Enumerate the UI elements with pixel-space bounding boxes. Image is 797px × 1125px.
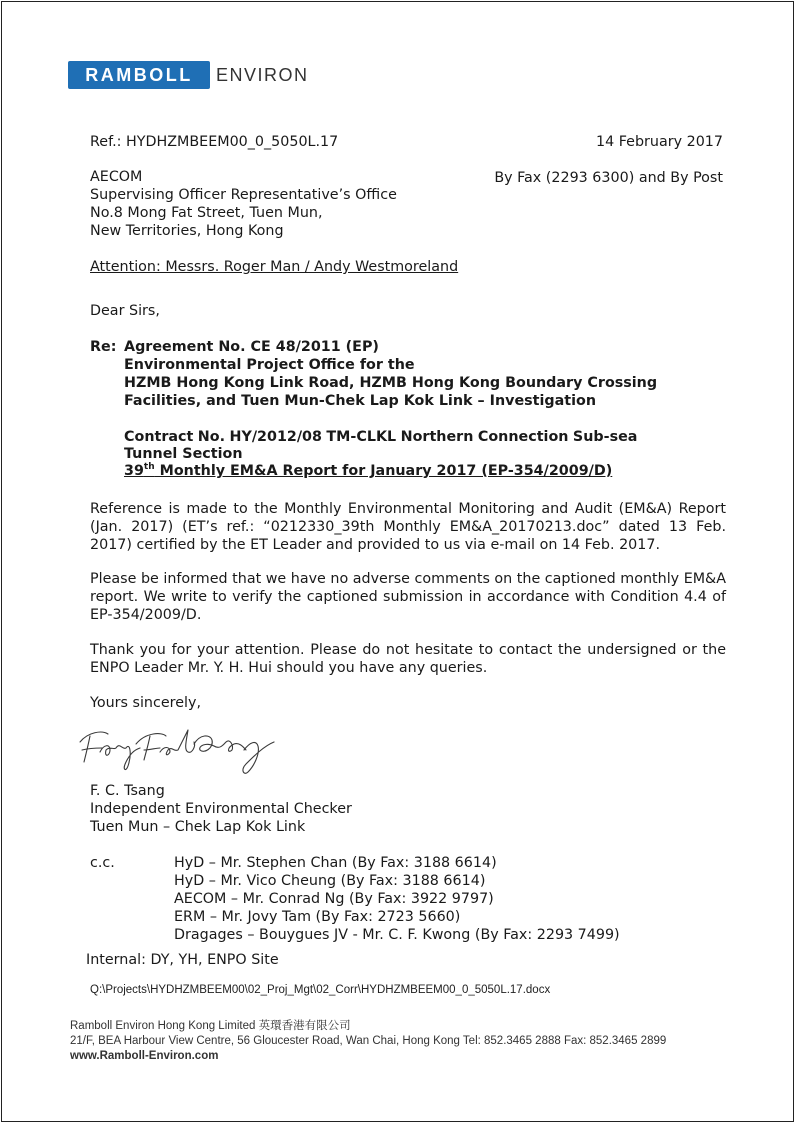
subject-block [124,338,657,410]
company-footer [70,1019,666,1064]
report-number: 39 [124,463,144,479]
handwritten-signature [74,720,284,782]
signatory-name: F. C. Tsang [90,783,165,799]
internal-distribution: Internal: DY, YH, ENPO Site [86,952,279,968]
reference-number: Ref.: HYDHZMBEEM00_0_5050L.17 [90,134,339,150]
salutation: Dear Sirs, [90,303,160,319]
cc-list [174,854,620,944]
report-title-text: Monthly EM&A Report for January 2017 (EP-354/2009/D) [154,463,613,479]
attention-line: Attention: Messrs. Roger Man / Andy Westmoreland [90,259,459,275]
subject-line: Facilities, and Tuen Mun-Chek Lap Kok Link – Investigation [124,393,596,409]
cc-label: c.c. [90,855,115,871]
recipient-line: Supervising Officer Representative’s Office [90,187,397,203]
signatory-project: Tuen Mun – Chek Lap Kok Link [90,819,306,835]
footer-website: www.Ramboll-Environ.com [70,1050,219,1062]
cc-entry: HyD – Mr. Vico Cheung (By Fax: 3188 6614) [174,873,486,889]
closing: Yours sincerely, [90,695,201,711]
subject-line: Environmental Project Office for the [124,357,415,373]
report-title [124,462,612,480]
recipient-line: No.8 Mong Fat Street, Tuen Mun, [90,205,323,221]
cc-entry: AECOM – Mr. Conrad Ng (By Fax: 3922 9797) [174,891,494,907]
file-path: Q:\Projects\HYDHZMBEEM00\02_Proj_Mgt\02_Corr\HYDHZMBEEM00_0_5050L.17.docx [90,984,551,996]
footer-address: 21/F, BEA Harbour View Centre, 56 Gloucester Road, Wan Chai, Hong Kong Tel: 852.3465 2888 Fax: 852.3465 2899 [70,1035,667,1047]
ramboll-logo: RAMBOLL [68,61,210,89]
re-label: Re: [90,339,117,355]
subject-line: Agreement No. CE 48/2011 (EP) [124,339,379,355]
cc-entry: ERM – Mr. Jovy Tam (By Fax: 2723 5660) [174,909,461,925]
contract-line: Contract No. HY/2012/08 TM-CLKL Northern Connection Sub-sea [124,429,638,445]
contract-line-2: Tunnel Section [124,446,243,462]
cc-entry: HyD – Mr. Stephen Chan (By Fax: 3188 6614) [174,855,497,871]
cc-entry: Dragages – Bouygues JV - Mr. C. F. Kwong (By Fax: 2293 7499) [174,927,620,943]
subject-line: HZMB Hong Kong Link Road, HZMB Hong Kong Boundary Crossing [124,375,658,391]
signatory-block [90,782,352,836]
report-number-suffix: th [143,462,155,473]
recipient-line: New Territories, Hong Kong [90,223,284,239]
body-paragraph-2: Please be informed that we have no adverse comments on the captioned monthly EM&A report. We write to verify the captioned submission in accordance with Condition 4.4 of EP-354/2009/D. [90,571,726,623]
letter-page [1,1,794,1122]
body-paragraph-3: Thank you for your attention. Please do not hesitate to contact the undersigned or the ENPO Leader Mr. Y. H. Hui should you have any queries. [90,642,726,676]
delivery-method: By Fax (2293 6300) and By Post [494,170,723,186]
environ-logo-text: ENVIRON [216,65,309,85]
signatory-title: Independent Environmental Checker [90,801,352,817]
body-paragraph-1: Reference is made to the Monthly Environmental Monitoring and Audit (EM&A) Report (Jan. 2017) (ET’s ref.: “0212330_39th Monthly EM&A_20170213.doc” dated 13 Feb. 2017) certified by the ET Leader and provided to us via e-mail on 14 Feb. 2017. [90,501,726,553]
recipient-address [90,168,397,240]
footer-company: Ramboll Environ Hong Kong Limited 英環香港有限公司 [70,1020,351,1032]
recipient-line: AECOM [90,169,143,185]
letter-date: 14 February 2017 [595,134,723,150]
